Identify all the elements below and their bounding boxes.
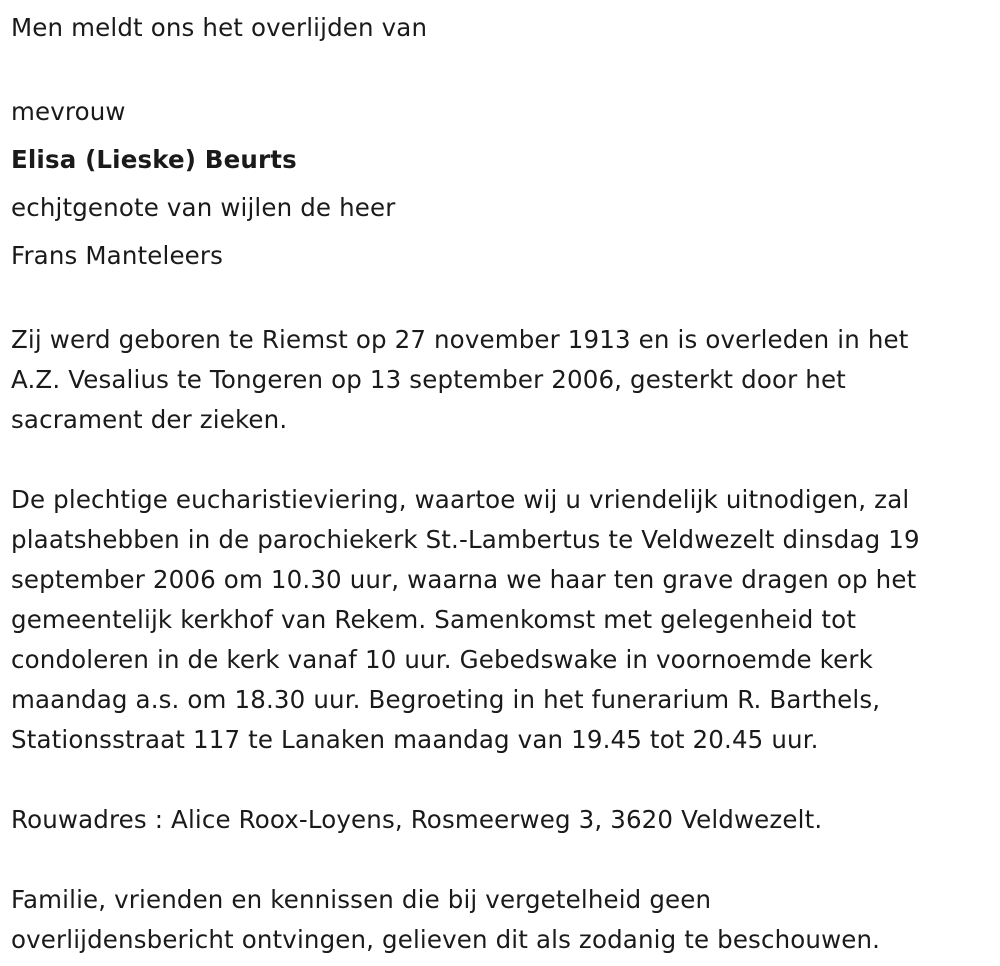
paragraph-line: Familie, vrienden en kennissen die bij vergetelheid geen xyxy=(11,885,712,914)
paragraph-line: De plechtige eucharistieviering, waartoe wij u vriendelijk uitnodigen, zal xyxy=(11,485,910,514)
spacer xyxy=(11,760,991,800)
paragraph-line: gemeentelijk kerkhof van Rekem. Samenkomst met gelegenheid tot xyxy=(11,605,857,634)
paragraph-line: sacrament der zieken. xyxy=(11,405,288,434)
closing-paragraph xyxy=(11,880,991,960)
spacer xyxy=(11,440,991,480)
paragraph-line: september 2006 om 10.30 uur, waarna we haar ten grave dragen op het xyxy=(11,565,917,594)
deceased-name: Elisa (Lieske) Beurts xyxy=(11,145,297,174)
paragraph-line: A.Z. Vesalius te Tongeren op 13 september 2006, gesterkt door het xyxy=(11,365,846,394)
birth-death-paragraph xyxy=(11,320,991,440)
paragraph-line: overlijdensbericht ontvingen, gelieven dit als zodanig te beschouwen. xyxy=(11,925,881,954)
title-text: mevrouw xyxy=(11,97,126,126)
paragraph-line: plaatshebben in de parochiekerk St.-Lambertus te Veldwezelt dinsdag 19 xyxy=(11,525,920,554)
paragraph-line: Zij werd geboren te Riemst op 27 november 1913 en is overleden in het xyxy=(11,325,909,354)
spouse-name: Frans Manteleers xyxy=(11,241,224,270)
paragraph-line: maandag a.s. om 18.30 uur. Begroeting in het funerarium R. Barthels, xyxy=(11,685,881,714)
paragraph-line: Stationsstraat 117 te Lanaken maandag van 19.45 tot 20.45 uur. xyxy=(11,725,819,754)
spouse-label: echjtgenote van wijlen de heer xyxy=(11,193,396,222)
spacer xyxy=(11,48,991,88)
ceremony-paragraph xyxy=(11,480,991,760)
spacer xyxy=(11,840,991,880)
intro-text: Men meldt ons het overlijden van xyxy=(11,13,428,42)
paragraph-line: condoleren in de kerk vanaf 10 uur. Gebedswake in voornoemde kerk xyxy=(11,645,873,674)
mourning-address: Rouwadres : Alice Roox-Loyens, Rosmeerweg 3, 3620 Veldwezelt. xyxy=(11,805,823,834)
spacer xyxy=(11,280,991,320)
obituary-notice xyxy=(11,8,991,960)
